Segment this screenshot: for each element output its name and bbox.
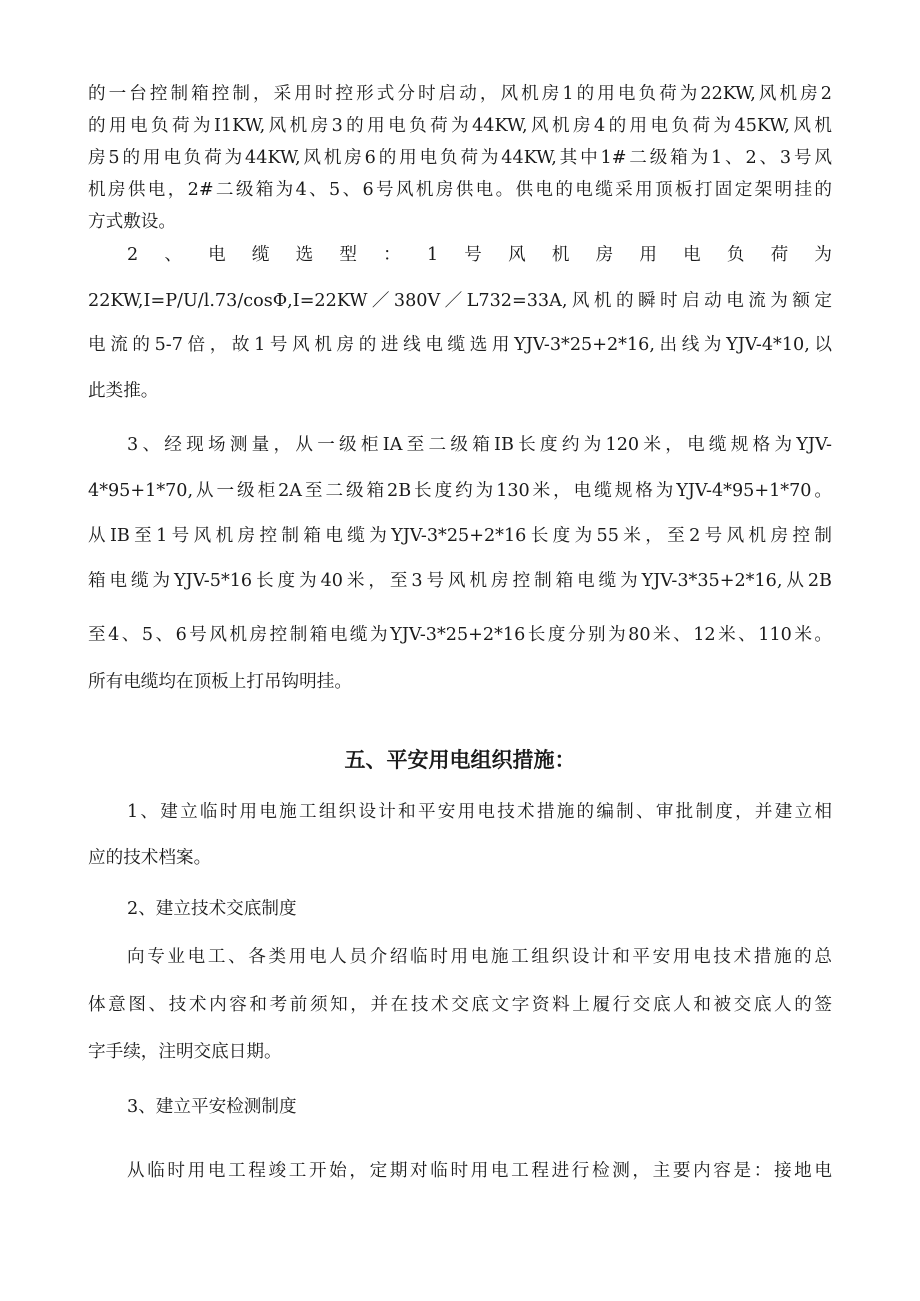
text-line: 房5的用电负荷为44KW,风机房6的用电负荷为44KW,其中1#二级箱为1、2、3号风	[88, 148, 832, 168]
text-line: 4*95+1*70,从一级柜2A至二级箱2B长度约为130米，电缆规格为YJV-4*95+1*70。	[88, 481, 832, 501]
text-line: 体意图、技术内容和考前须知，并在技术交底文字资料上履行交底人和被交底人的签	[88, 995, 832, 1015]
text-line: 3、经现场测量，从一级柜IA至二级箱IB长度约为120米，电缆规格为YJV-	[127, 435, 832, 455]
text-line: 此类推。	[88, 381, 159, 401]
text-line: 至4、5、6号风机房控制箱电缆为YJV-3*25+2*16长度分别为80米、12米、110米。	[88, 625, 832, 645]
text-line: 的一台控制箱控制，采用时控形式分时启动，风机房1的用电负荷为22KW,风机房2	[88, 84, 832, 104]
text-line: 应的技术档案。	[88, 848, 212, 868]
text-line: 2、电缆选型：1号风机房用电负荷为	[127, 245, 832, 265]
text-line: 22KW,I=P/U/l.73/cosΦ,I=22KW／380V／L732=33A,风机的瞬时启动电流为额定	[88, 291, 832, 311]
text-line: 从IB至1号风机房控制箱电缆为YJV-3*25+2*16长度为55米，至2号风机房控制	[88, 526, 832, 546]
text-line: 的用电负荷为I1KW,风机房3的用电负荷为44KW,风机房4的用电负荷为45KW,风机	[88, 116, 832, 136]
item-2-title: 2、建立技术交底制度	[127, 899, 297, 919]
text-line: 所有电缆均在顶板上打吊钩明挂。	[88, 672, 352, 692]
section-heading: 五、平安用电组织措施：	[344, 748, 576, 772]
text-line: 机房供电，2#二级箱为4、5、6号风机房供电。供电的电缆采用顶板打固定架明挂的	[88, 180, 832, 200]
text-line: 字手续，注明交底日期。	[88, 1042, 282, 1062]
text-line: 1、建立临时用电施工组织设计和平安用电技术措施的编制、审批制度，并建立相	[127, 802, 832, 822]
item-3-title: 3、建立平安检测制度	[127, 1097, 297, 1117]
text-line: 从临时用电工程竣工开始，定期对临时用电工程进行检测，主要内容是：接地电	[127, 1161, 832, 1181]
text-line: 方式敷设。	[88, 212, 176, 232]
text-line: 箱电缆为YJV-5*16长度为40米，至3号风机房控制箱电缆为YJV-3*35+2*16,从2B	[88, 571, 832, 591]
text-line: 电流的5-7倍，故1号风机房的进线电缆选用YJV-3*25+2*16,出线为YJV-4*10,以	[88, 335, 832, 355]
text-line: 向专业电工、各类用电人员介绍临时用电施工组织设计和平安用电技术措施的总	[127, 947, 832, 967]
